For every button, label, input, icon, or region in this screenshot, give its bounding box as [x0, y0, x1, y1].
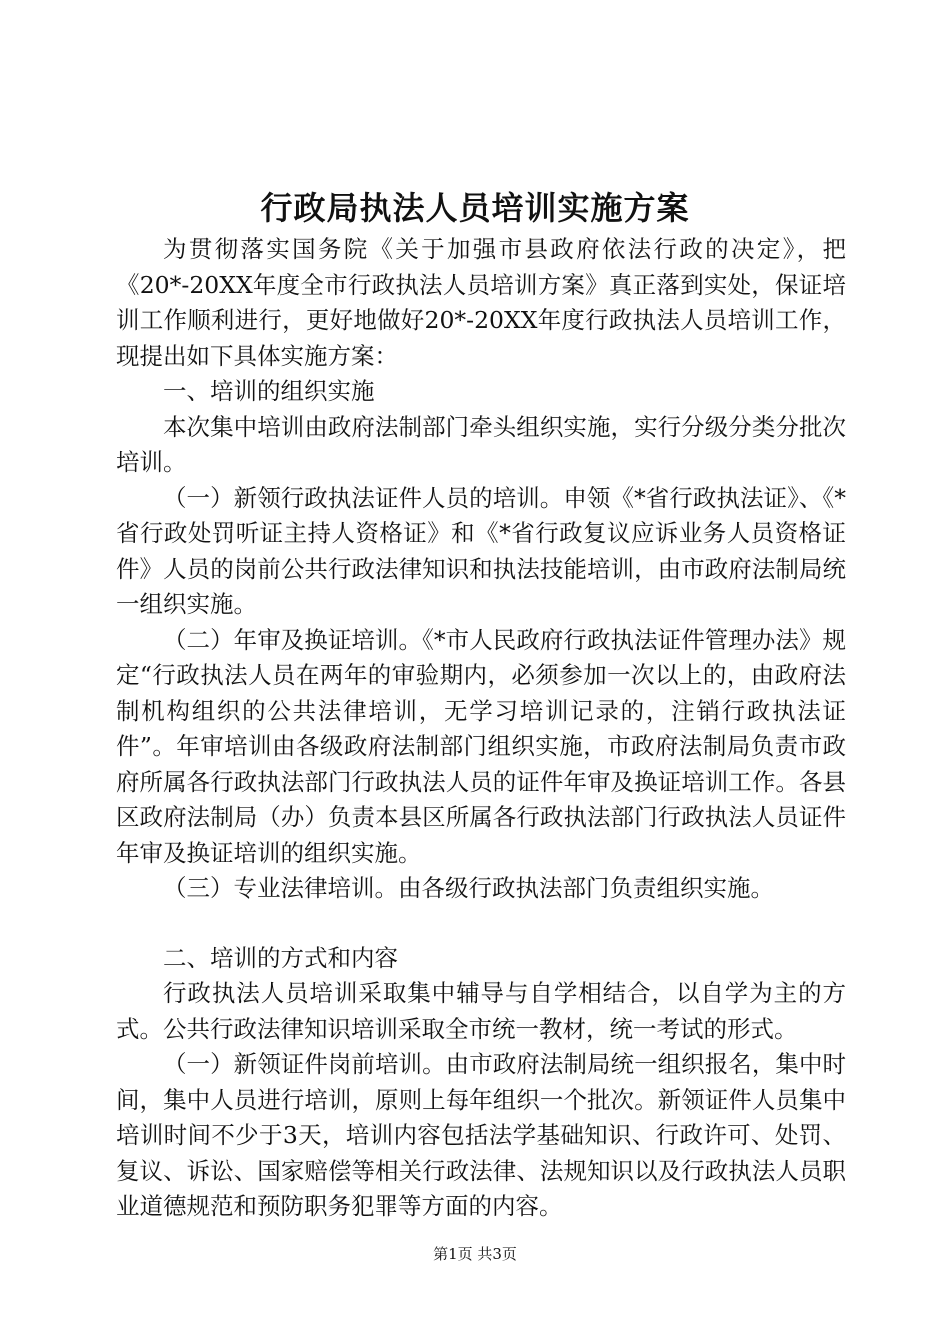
- body-paragraph: （一）新领行政执法证件人员的培训。申领《*省行政执法证》、《*省行政处罚听证主持人资格证》和《*省行政复议应诉业务人员资格证件》人员的岗前公共行政法律知识和执法技能培训，由市政府法制局统一组织实施。: [116, 483, 846, 618]
- body-paragraph: （二）年审及换证培训。《*市人民政府行政执法证件管理办法》规定“行政执法人员在两年的审验期内，必须参加一次以上的，由政府法制机构组织的公共法律培训，无学习培训记录的，注销行政执法证件”。年审培训由各级政府法制部门组织实施，市政府法制局负责市政府所属各行政执法部门行政执法人员的证件年审及换证培训工作。各县区政府法制局（办）负责本县区所属各行政执法部门行政执法人员证件年审及换证培训的组织实施。: [116, 625, 846, 867]
- paragraph-spacer: [116, 907, 846, 941]
- document-title: 行政局执法人员培训实施方案: [260, 189, 690, 227]
- document-body: [116, 232, 846, 1225]
- section-heading-1: 一、培训的组织实施: [163, 377, 375, 405]
- body-paragraph: （三）专业法律培训。由各级行政执法部门负责组织实施。: [163, 874, 774, 902]
- body-paragraph: 本次集中培训由政府法制部门牵头组织实施，实行分级分类分批次培训。: [116, 412, 846, 476]
- section-heading-2: 二、培训的方式和内容: [163, 943, 398, 972]
- body-paragraph: （一）新领证件岗前培训。由市政府法制局统一组织报名，集中时间，集中人员进行培训，原则上每年组织一个批次。新领证件人员集中培训时间不少于3天，培训内容包括法学基础知识、行政许可、处罚、复议、诉讼、国家赔偿等相关行政法律、法规知识以及行政执法人员职业道德规范和预防职务犯罪等方面的内容。: [116, 1050, 846, 1220]
- intro-paragraph: 为贯彻落实国务院《关于加强市县政府依法行政的决定》，把《20*-20XX年度全市行政执法人员培训方案》真正落到实处，保证培训工作顺利进行，更好地做好20*-20XX年度行政执法人员培训工作，现提出如下具体实施方案：: [116, 235, 846, 370]
- page-footer: 第1页 共3页: [433, 1245, 517, 1263]
- body-paragraph: 行政执法人员培训采取集中辅导与自学相结合，以自学为主的方式。公共行政法律知识培训采取全市统一教材，统一考试的形式。: [116, 979, 846, 1043]
